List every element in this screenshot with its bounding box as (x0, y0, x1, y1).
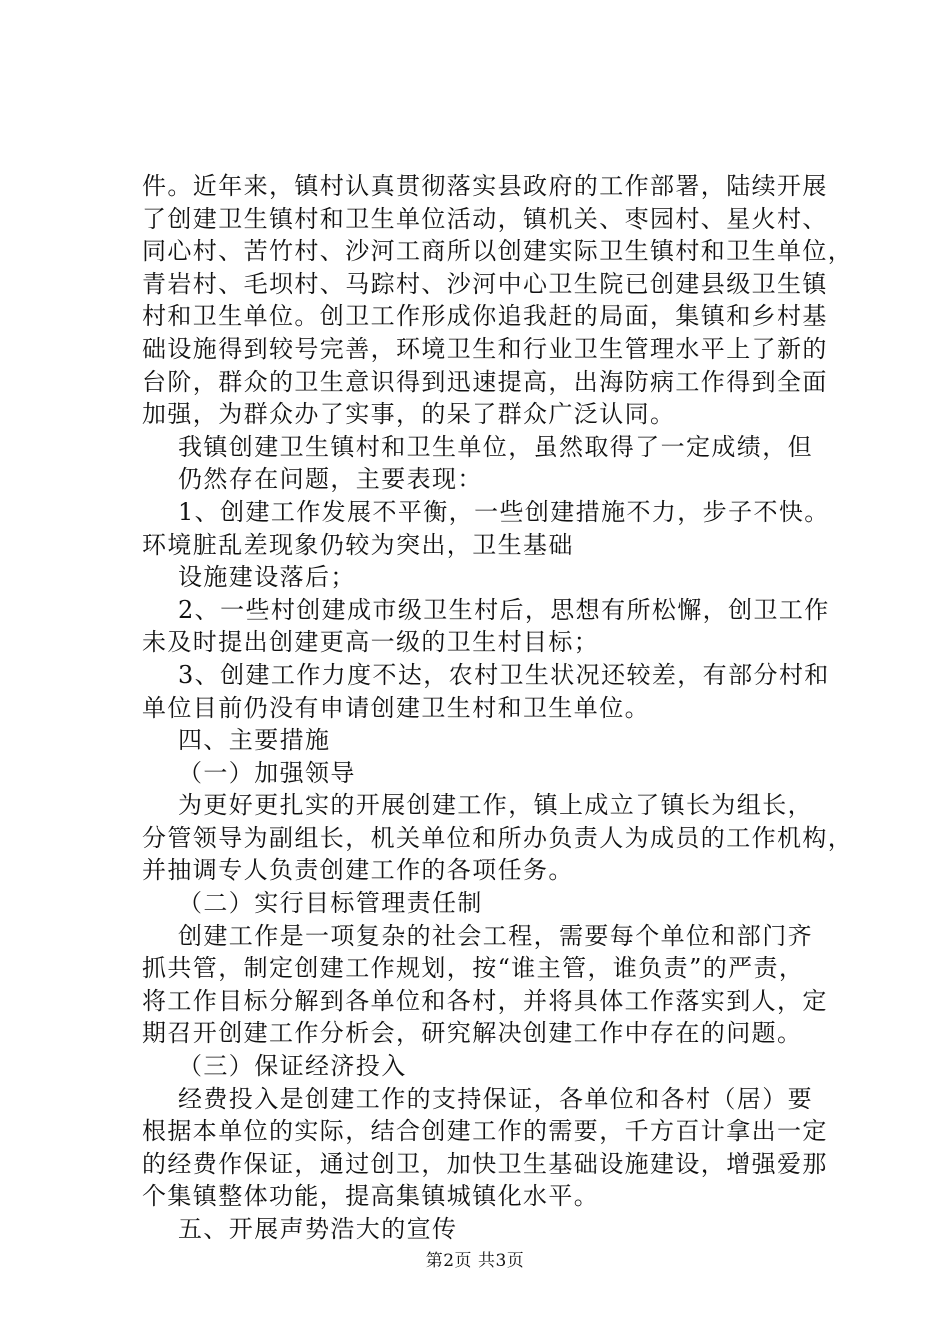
text-line: （二）实行目标管理责任制 (178, 889, 483, 918)
text-line: 并抽调专人负责创建工作的各项任务。 (142, 856, 574, 885)
text-line: 设施建设落后； (178, 563, 356, 592)
text-line: 个集镇整体功能，提高集镇城镇化水平。 (142, 1182, 600, 1211)
text-line: 了创建卫生镇村和卫生单位活动，镇机关、枣园村、星火村、 (142, 204, 828, 233)
text-line: 期召开创建工作分析会，研究解决创建工作中存在的问题。 (142, 1019, 803, 1048)
text-line: 未及时提出创建更高一级的卫生村目标； (142, 628, 600, 657)
text-line: 四、主要措施 (178, 726, 331, 755)
text-line: 村和卫生单位。创卫工作形成你追我赶的局面，集镇和乡村基 (142, 302, 828, 331)
text-line: 经费投入是创建工作的支持保证，各单位和各村（居）要 (178, 1084, 813, 1113)
text-line: 台阶，群众的卫生意识得到迅速提高，出海防病工作得到全面 (142, 367, 828, 396)
text-line: 为更好更扎实的开展创建工作，镇上成立了镇长为组长， (178, 791, 813, 820)
text-line: 的经费作保证，通过创卫，加快卫生基础设施建设，增强爱那 (142, 1149, 828, 1178)
text-line: 础设施得到较号完善，环境卫生和行业卫生管理水平上了新的 (142, 334, 828, 363)
text-line: 同心村、苦竹村、沙河工商所以创建实际卫生镇村和卫生单位， (142, 237, 854, 266)
text-line: 将工作目标分解到各单位和各村，并将具体工作落实到人，定 (142, 986, 828, 1015)
text-line: 件。近年来，镇村认真贯彻落实县政府的工作部署，陆续开展 (142, 172, 828, 200)
page-footer: 第2页 共3页 (425, 1251, 525, 1271)
text-line: 环境脏乱差现象仍较为突出，卫生基础 (142, 530, 574, 559)
text-line: （三）保证经济投入 (178, 1052, 407, 1081)
text-line: 创建工作是一项复杂的社会工程，需要每个单位和部门齐 (178, 921, 813, 950)
text-line: 分管领导为副组长，机关单位和所办负责人为成员的工作机构， (142, 823, 854, 852)
text-line: 我镇创建卫生镇村和卫生单位，虽然取得了一定成绩，但 (178, 432, 813, 461)
text-line: 仍然存在问题，主要表现： (178, 465, 483, 494)
text-line: （一）加强领导 (178, 758, 356, 787)
text-line: 2、一些村创建成市级卫生村后，思想有所松懈，创卫工作 (178, 595, 830, 624)
text-line: 单位目前仍没有申请创建卫生村和卫生单位。 (142, 693, 650, 722)
text-line: 1、创建工作发展不平衡，一些创建措施不力，步子不快。 (178, 497, 830, 526)
text-line: 3、创建工作力度不达，农村卫生状况还较差，有部分村和 (178, 660, 830, 689)
text-line: 青岩村、毛坝村、马踪村、沙河中心卫生院已创建县级卫生镇 (142, 269, 828, 298)
text-line: 加强，为群众办了实事，的呆了群众广泛认同。 (142, 400, 676, 429)
text-line: 五、开展声势浩大的宣传 (178, 1215, 458, 1243)
document-body (142, 170, 854, 1246)
text-line: 抓共管，制定创建工作规划，按“谁主管，谁负责”的严责， (142, 954, 805, 983)
text-line: 根据本单位的实际，结合创建工作的需要，千方百计拿出一定 (142, 1117, 828, 1146)
